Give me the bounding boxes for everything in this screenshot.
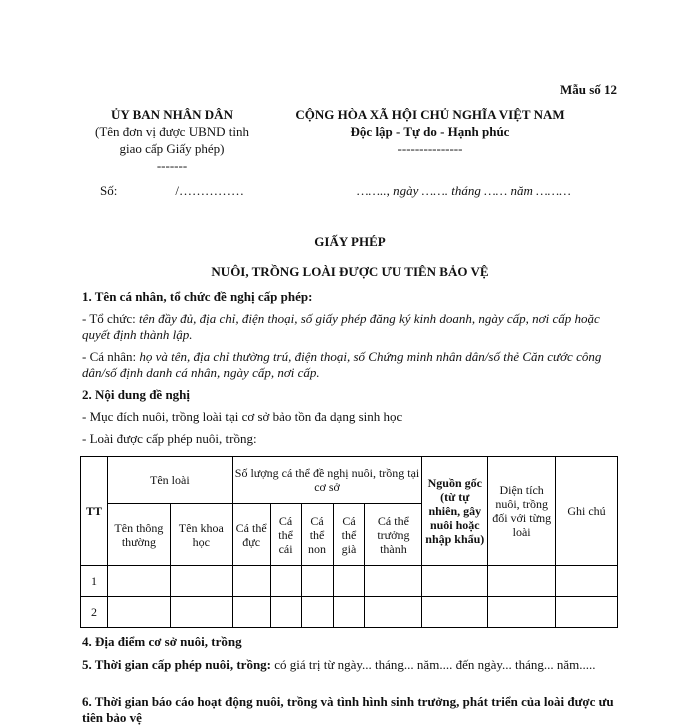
- section-2-heading: 2. Nội dung đề nghị: [82, 387, 191, 402]
- header-quantity: Số lượng cá thể đề nghị nuôi, trồng tại cơ sở: [232, 457, 422, 504]
- header-origin: Nguồn gốc (từ tự nhiên, gây nuôi hoặc nhập khẩu): [422, 457, 488, 566]
- header-tt: TT: [81, 457, 108, 566]
- individual-label: - Cá nhân:: [82, 349, 140, 364]
- issuing-authority-note-2: giao cấp Giấy phép): [119, 141, 225, 156]
- section-4-heading: 4. Địa điểm cơ sở nuôi, trồng: [82, 634, 242, 649]
- section-1-organization: [82, 311, 622, 343]
- document-number-label: Số:: [100, 183, 118, 198]
- section-1-individual: [82, 349, 622, 381]
- document-number-blank: /……………: [175, 183, 244, 198]
- section-2-purpose: - Mục đích nuôi, trồng loài tại cơ sở bảo tồn đa dạng sinh học: [82, 409, 403, 424]
- issuing-authority-divider: -------: [156, 158, 188, 173]
- section-5-text: có giá trị từ ngày... tháng... năm.... đến ngày... tháng... năm.....: [271, 657, 596, 672]
- document-body: [82, 289, 622, 453]
- header-female: Cá thể cái: [270, 504, 301, 566]
- table-row: [81, 566, 618, 597]
- national-divider: ---------------: [397, 141, 463, 156]
- organization-label: - Tổ chức:: [82, 311, 139, 326]
- row-number: 2: [81, 597, 108, 628]
- date-line: …….., ngày ……. tháng …… năm ………: [357, 183, 571, 198]
- header-adult: Cá thể trưởng thành: [365, 504, 422, 566]
- header-area: Diện tích nuôi, trồng đối với từng loài: [488, 457, 556, 566]
- header-note: Ghi chú: [556, 457, 618, 566]
- header-common-name: Tên thông thường: [107, 504, 170, 566]
- individual-text: họ và tên, địa chỉ thường trú, điện thoại, số Chứng minh nhân dân/số thẻ Căn cước công dân/số định danh cá nhân, ngày cấp, nơi cấp.: [82, 349, 602, 380]
- header-species: Tên loài: [107, 457, 232, 504]
- header-old: Cá thể già: [333, 504, 365, 566]
- row-number: 1: [81, 566, 108, 597]
- national-title: CỘNG HÒA XÃ HỘI CHỦ NGHĨA VIỆT NAM: [295, 107, 565, 122]
- table-row: [81, 597, 618, 628]
- organization-text: tên đầy đủ, địa chỉ, điện thoại, số giấy phép đăng ký kinh doanh, ngày cấp, nơi cấp hoặc quyết định thành lập.: [82, 311, 600, 342]
- section-2-species-intro: - Loài được cấp phép nuôi, trồng:: [82, 431, 257, 446]
- section-6-heading: 6. Thời gian báo cáo hoạt động nuôi, trồng và tình hình sinh trưởng, phát triển của loài được ưu tiên bảo vệ: [82, 694, 614, 725]
- table-header-row-1: [81, 457, 618, 504]
- header-male: Cá thể đực: [232, 504, 270, 566]
- form-number: Mẫu số 12: [559, 82, 617, 97]
- national-header-block: [270, 106, 590, 157]
- section-5: [82, 657, 622, 673]
- issuing-authority-note-1: (Tên đơn vị được UBND tỉnh: [94, 124, 250, 139]
- document-subtitle: NUÔI, TRỒNG LOÀI ĐƯỢC ƯU TIÊN BẢO VỆ: [211, 264, 489, 279]
- header-young: Cá thể non: [301, 504, 333, 566]
- species-table: [80, 456, 618, 628]
- section-5-heading: 5. Thời gian cấp phép nuôi, trồng:: [82, 657, 272, 672]
- header-scientific-name: Tên khoa học: [170, 504, 232, 566]
- document-title: GIẤY PHÉP: [314, 234, 386, 249]
- document-number-line: [100, 183, 244, 199]
- issuing-authority-name: ỦY BAN NHÂN DÂN: [111, 107, 233, 122]
- national-motto: Độc lập - Tự do - Hạnh phúc: [350, 124, 510, 139]
- issuing-authority-block: [72, 106, 272, 174]
- section-1-heading: 1. Tên cá nhân, tổ chức đề nghị cấp phép:: [82, 289, 313, 304]
